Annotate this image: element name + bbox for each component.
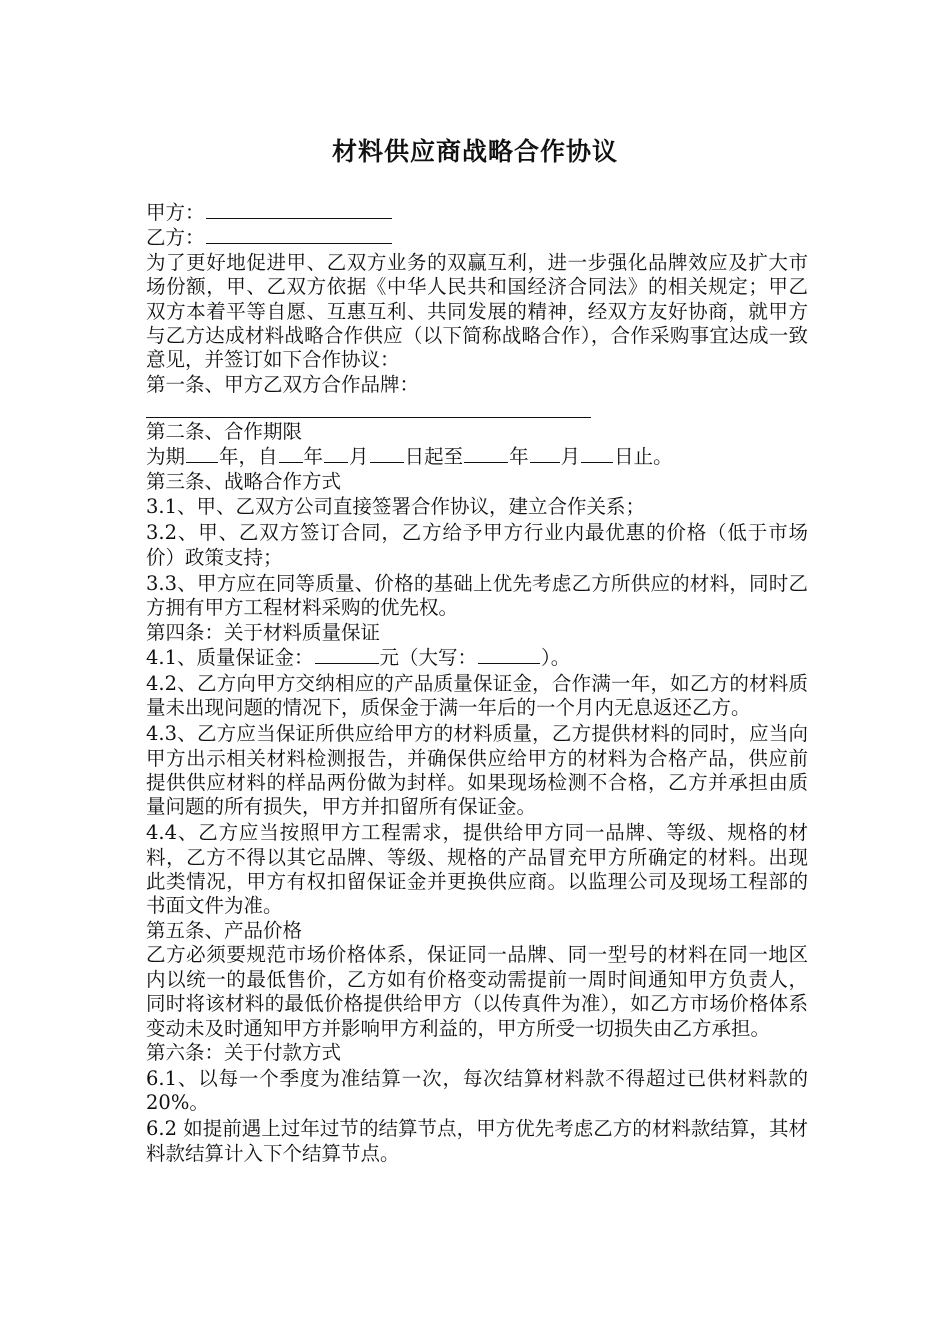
article-1-title: 第一条、甲方乙双方合作品牌： xyxy=(146,372,420,396)
article-6-title: 第六条：关于付款方式 xyxy=(146,1040,342,1064)
brand-blank xyxy=(146,397,591,418)
period-text: 年，自 xyxy=(219,445,278,469)
document-body xyxy=(146,200,808,1166)
party-a-blank xyxy=(206,200,392,219)
article-5-title: 第五条、产品价格 xyxy=(146,918,303,942)
party-b-line xyxy=(146,225,808,250)
clause-text: 4.1、质量保证金： xyxy=(146,645,314,669)
start-day-blank xyxy=(370,444,404,463)
party-b-blank xyxy=(206,225,392,244)
preamble: 为了更好地促进甲、乙双方业务的双赢互利，进一步强化品牌效应及扩大市场份额，甲、乙双方依据《中华人民共和国经济合同法》的相关规定；甲乙双方本着平等自愿、互惠互利、共同发展的精神，经双方友好协商，就甲方与乙方达成材料战略合作供应（以下简称战略合作），合作采购事宜达成一致意见，并签订如下合作协议： xyxy=(146,250,808,372)
party-b-label: 乙方： xyxy=(146,226,205,250)
party-a-line xyxy=(146,200,808,225)
deposit-amount-blank xyxy=(315,645,379,664)
party-a-label: 甲方： xyxy=(146,201,205,224)
deposit-words-blank xyxy=(478,645,540,664)
brand-line xyxy=(146,397,808,418)
period-text: 月 xyxy=(349,445,369,469)
period-text: 年 xyxy=(303,445,324,469)
article-2-title: 第二条、合作期限 xyxy=(146,419,303,443)
end-year-blank xyxy=(464,444,508,463)
period-text: 日起至 xyxy=(404,445,464,469)
clause-3-1: 3.1、甲、乙双方公司直接签署合作协议，建立合作关系； xyxy=(146,495,646,519)
period-text: 为期 xyxy=(146,445,186,469)
period-line xyxy=(146,444,808,469)
end-day-blank xyxy=(581,444,613,463)
clause-3-2: 3.2、甲、乙双方签订合同，乙方给予甲方行业内最优惠的价格（低于市场价）政策支持； xyxy=(146,521,808,569)
article-4-title: 第四条：关于材料质量保证 xyxy=(146,620,381,644)
start-year-blank xyxy=(279,444,303,463)
clause-text: ）。 xyxy=(541,645,571,669)
clause-5: 乙方必须要规范市场价格体系，保证同一品牌、同一型号的材料在同一地区内以统一的最低售价，乙方如有价格变动需提前一周时间通知甲方负责人，同时将该材料的最低价格提供给甲方（以传真件为准），如乙方市场价格体系变动未及时通知甲方并影响甲方利益的，甲方所受一切损失由乙方承担。 xyxy=(146,943,808,1040)
period-text: 年 xyxy=(509,445,529,469)
clause-6-1: 6.1、以每一个季度为准结算一次，每次结算材料款不得超过已供材料款的20%。 xyxy=(146,1066,808,1115)
years-blank xyxy=(186,444,218,463)
document-title: 材料供应商战略合作协议 xyxy=(331,137,618,166)
period-text: 月 xyxy=(560,445,581,469)
clause-3-3: 3.3、甲方应在同等质量、价格的基础上优先考虑乙方所供应的材料，同时乙方拥有甲方工程材料采购的优先权。 xyxy=(146,571,808,620)
clause-4-1 xyxy=(146,645,808,670)
clause-6-2: 6.2 如提前遇上过年过节的结算节点，甲方优先考虑乙方的材料款结算，其材料款结算计入下个结算节点。 xyxy=(146,1117,808,1165)
start-month-blank xyxy=(324,444,348,463)
clause-4-2: 4.2、乙方向甲方交纳相应的产品质量保证金，合作满一年，如乙方的材料质量未出现问题的情况下，质保金于满一年后的一个月内无息返还乙方。 xyxy=(146,671,808,720)
clause-text: 元（大写： xyxy=(379,645,478,669)
end-month-blank xyxy=(530,444,560,463)
clause-4-3: 4.3、乙方应当保证所供应给甲方的材料质量，乙方提供材料的同时，应当向甲方出示相关材料检测报告，并确保供应给甲方的材料为合格产品，供应前提供供应材料的样品两份做为封样。如果现场检测不合格，乙方并承担由质量问题的所有损失，甲方并扣留所有保证金。 xyxy=(146,722,808,819)
period-text: 日止。 xyxy=(614,445,673,469)
clause-4-4: 4.4、乙方应当按照甲方工程需求，提供给甲方同一品牌、等级、规格的材料，乙方不得以其它品牌、等级、规格的产品冒充甲方所确定的材料。出现此类情况，甲方有权扣留保证金并更换供应商。以监理公司及现场工程部的书面文件为准。 xyxy=(146,821,808,918)
article-3-title: 第三条、战略合作方式 xyxy=(146,469,342,493)
